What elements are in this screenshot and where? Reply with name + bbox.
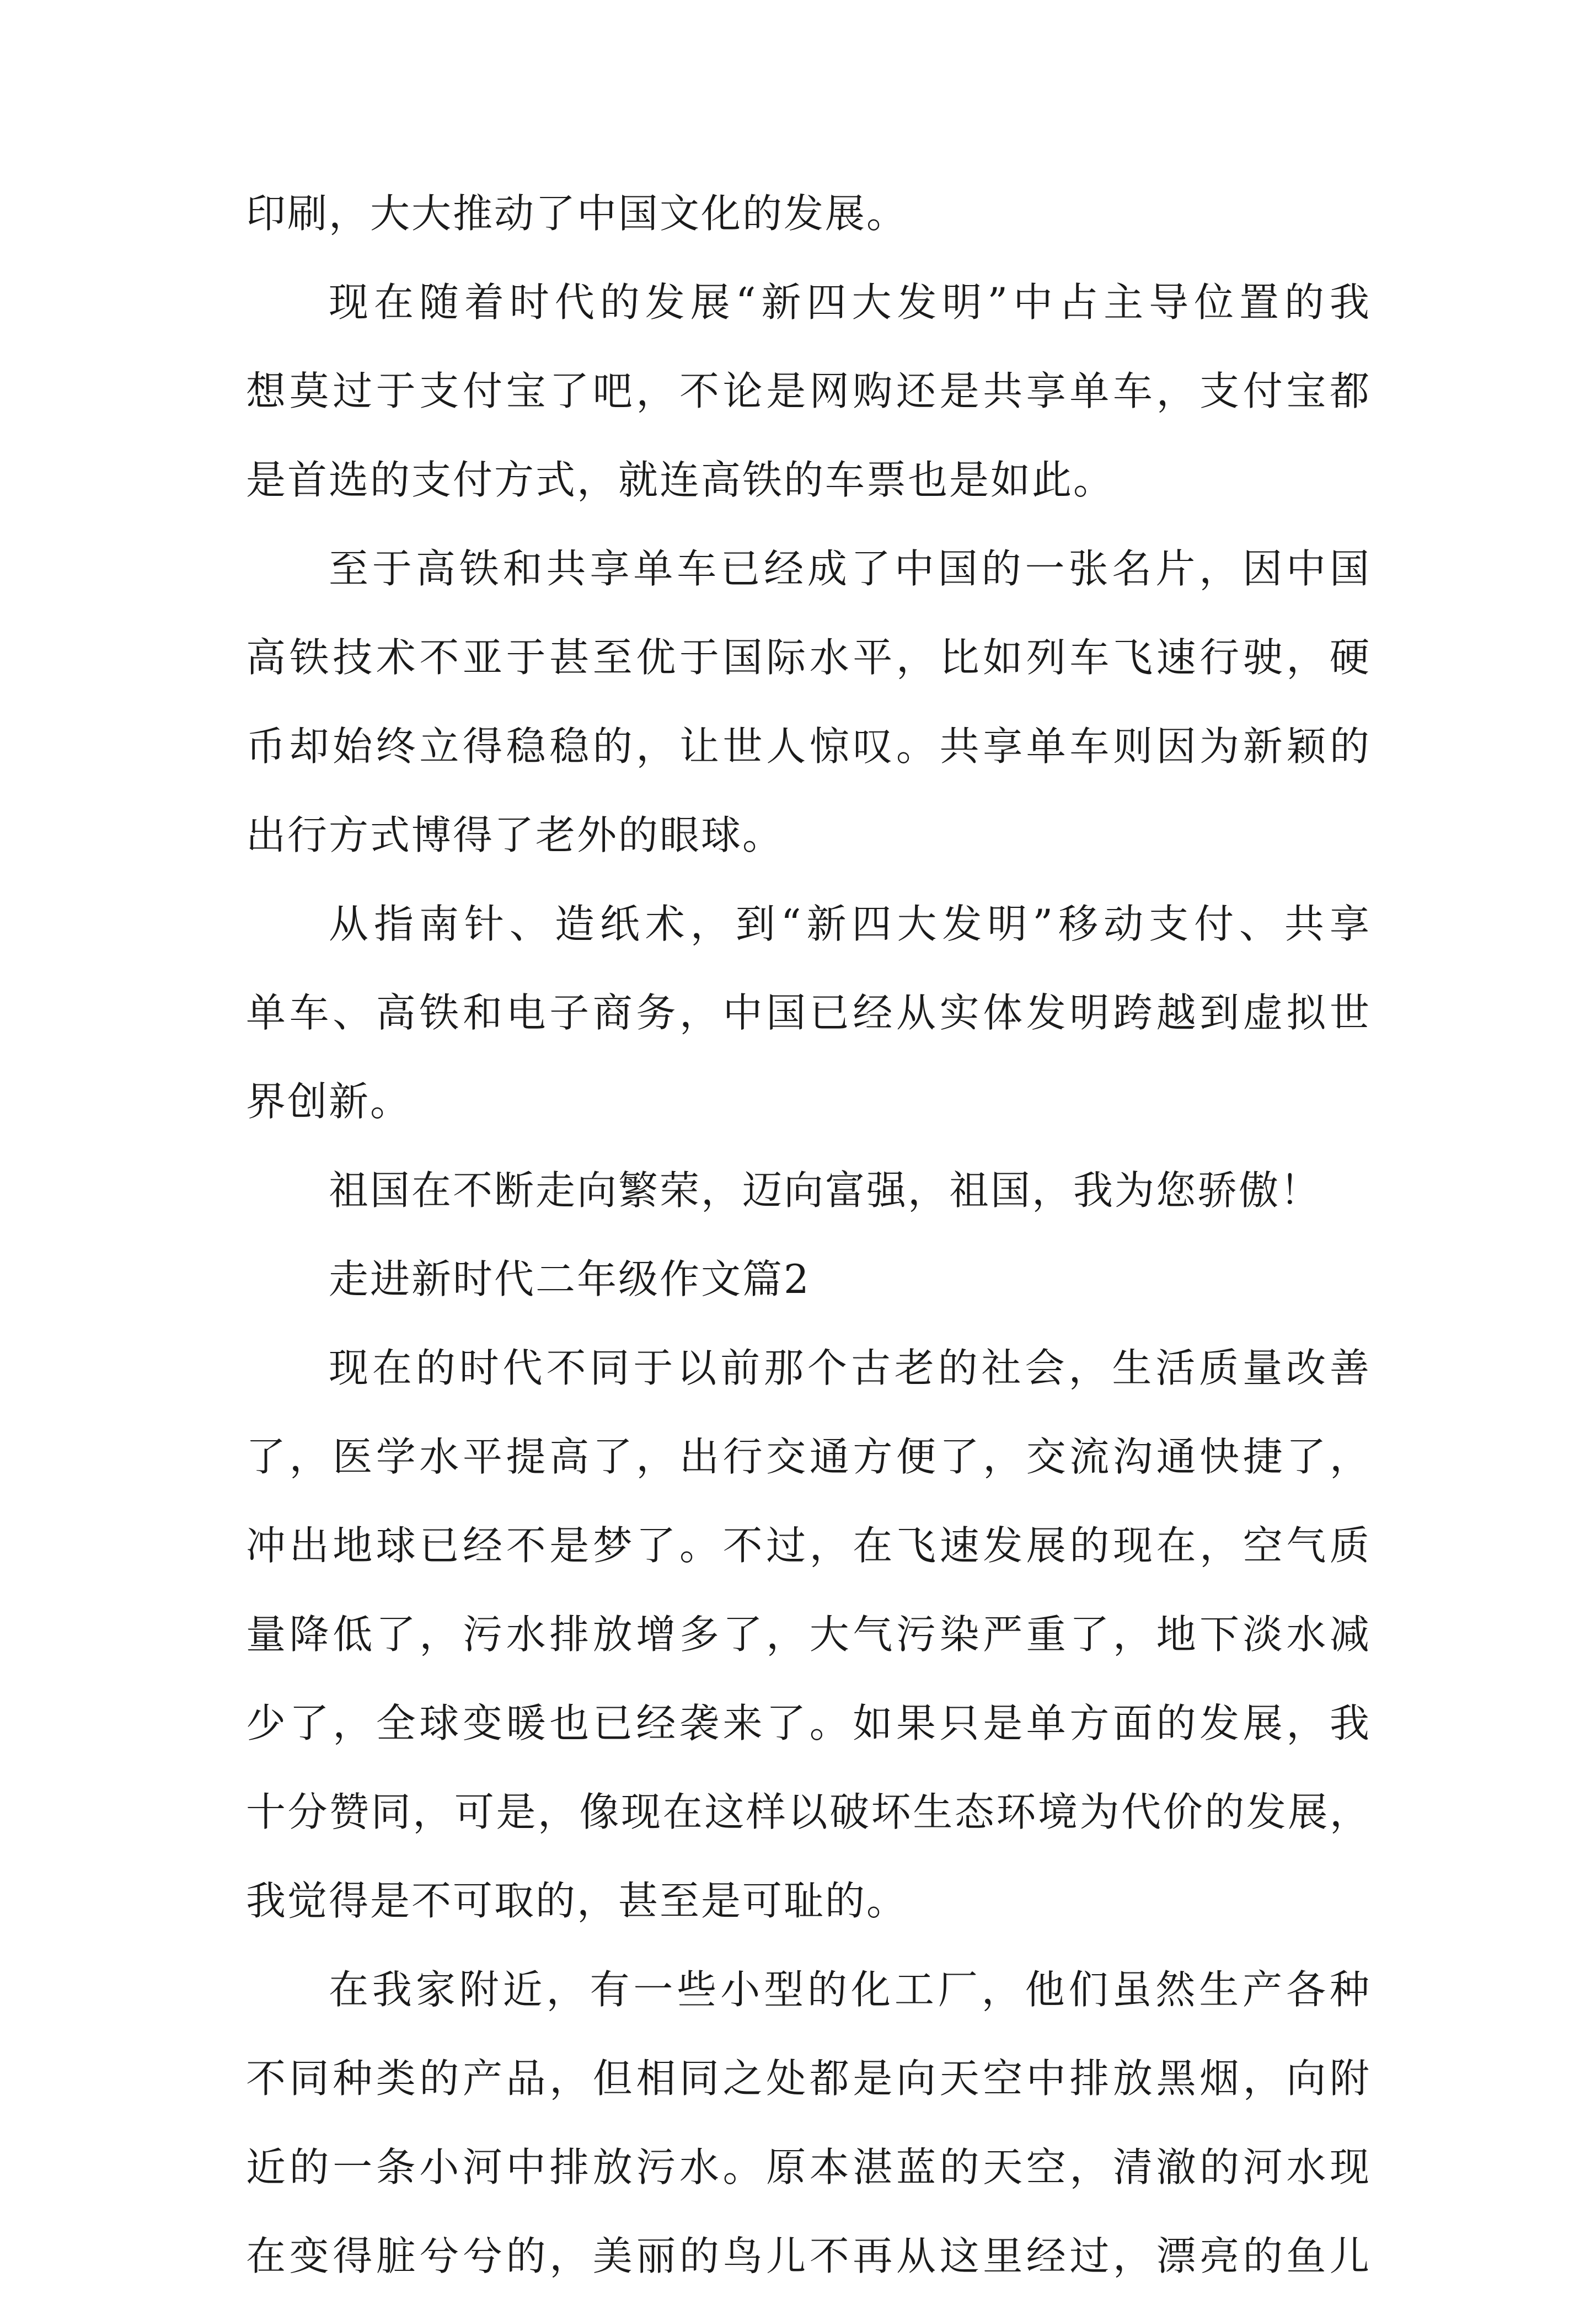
text-line: 从指南针、造纸术，到“新四大发明”移动支付、共享 [329,901,1371,947]
text-line: 现在的时代不同于以前那个古老的社会，生活质量改善 [329,1345,1371,1391]
text-line: 冲出地球已经不是梦了。不过，在飞速发展的现在，空气质 [246,1522,1371,1569]
text-line: 量降低了，污水排放增多了，大气污染严重了，地下淡水减 [246,1611,1371,1658]
text-line: 少了，全球变暖也已经袭来了。如果只是单方面的发展，我 [246,1700,1371,1746]
document-body [246,189,1371,2320]
text-line: 十分赞同，可是，像现在这样以破坏生态环境为代价的发展， [246,1789,1371,1835]
section-heading: 走进新时代二年级作文篇2 [329,1256,811,1302]
text-line: 印刷，大大推动了中国文化的发展。 [246,190,908,237]
text-line: 币却始终立得稳稳的，让世人惊叹。共享单车则因为新颖的 [246,723,1371,769]
text-line: 了，医学水平提高了，出行交通方便了，交流沟通快捷了， [246,1434,1371,1480]
text-line: 在我家附近，有一些小型的化工厂，他们虽然生产各种 [329,1966,1371,2013]
text-line: 单车、高铁和电子商务，中国已经从实体发明跨越到虚拟世 [246,990,1371,1036]
text-line: 祖国在不断走向繁荣，迈向富强，祖国，我为您骄傲！ [329,1167,1322,1214]
text-line: 是首选的支付方式，就连高铁的车票也是如此。 [246,457,1115,503]
text-line: 至于高铁和共享单车已经成了中国的一张名片，因中国 [329,546,1371,592]
text-line: 出行方式博得了老外的眼球。 [246,812,784,858]
text-line: 近的一条小河中排放污水。原本湛蓝的天空，清澈的河水现 [246,2144,1371,2190]
text-line: 想莫过于支付宝了吧，不论是网购还是共享单车，支付宝都 [246,368,1371,414]
text-line: 在变得脏兮兮的，美丽的鸟儿不再从这里经过，漂亮的鱼儿 [246,2233,1371,2279]
text-line: 不同种类的产品，但相同之处都是向天空中排放黑烟，向附 [246,2055,1371,2102]
text-line: 我觉得是不可取的，甚至是可耻的。 [246,1878,908,1924]
text-line: 高铁技术不亚于甚至优于国际水平，比如列车飞速行驶，硬 [246,634,1371,681]
text-line: 界创新。 [246,1078,412,1125]
text-line: 现在随着时代的发展“新四大发明”中占主导位置的我 [329,279,1371,325]
